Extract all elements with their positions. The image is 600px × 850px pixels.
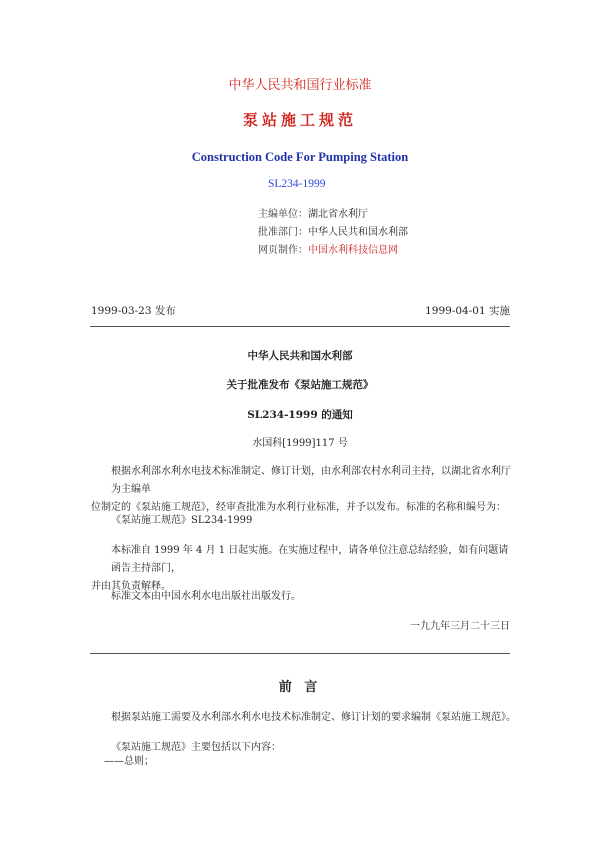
standard-category-title: 中华人民共和国行业标准: [228, 78, 372, 93]
document-title: 泵站施工规范: [242, 111, 357, 129]
document-number: 水国科[1999]117 号: [252, 438, 348, 449]
approver-label: 批准部门：: [258, 227, 308, 238]
paragraph-line: 本标准自 1999 年 4 月 1 日起实施。在实施过程中，请各单位注意总结经验，如有问题请函告主持部门，: [111, 545, 509, 574]
standard-code: SL234-1999: [268, 178, 326, 190]
approval-department: [258, 227, 408, 239]
web-production: [258, 245, 398, 257]
paragraph-line: 位制定的《泵站施工规范》，经审查批准为水利行业标准，并予以发布。标准的名称和编号为：: [91, 502, 506, 513]
effective-date: 1999-04-01 实施: [425, 305, 510, 317]
web-label: 网页制作：: [258, 245, 308, 256]
approver-value: 中华人民共和国水利部: [308, 227, 408, 238]
editor-value: 湖北省水利厅: [308, 209, 368, 220]
editor-label: 主编单位：: [258, 209, 308, 220]
notice-title-line2: SL234-1999 的通知: [247, 409, 353, 421]
english-title: Construction Code For Pumping Station: [191, 150, 409, 164]
notice-paragraph-2: 《泵站施工规范》SL234-1999: [111, 515, 253, 526]
web-producer-link[interactable]: 中国水利科技信息网: [308, 245, 398, 256]
editor-unit: [258, 209, 368, 221]
foreword-list-item: ——总则；: [104, 756, 154, 767]
notice-title-line1: 关于批准发布《泵站施工规范》: [226, 379, 374, 391]
foreword-paragraph-1: 根据泵站施工需要及水利部水利水电技术标准制定、修订计划的要求编制《泵站施工规范》。: [111, 712, 516, 723]
divider: [90, 653, 510, 654]
notice-signature-date: 一九九年三月二十三日: [410, 621, 510, 632]
paragraph-line: 根据水利部水利水电技术标准制定、修订计划，由水利部农村水利司主持，以湖北省水利厅为主编单: [111, 466, 511, 495]
notice-paragraph-1: [91, 463, 511, 517]
publish-date: 1999-03-23 发布: [91, 305, 176, 317]
paragraph-line: 并由其负责解释。: [91, 581, 171, 592]
foreword-title: 前 言: [278, 680, 322, 695]
notice-issuer: 中华人民共和国水利部: [247, 350, 353, 362]
notice-paragraph-4: 标准文本由中国水利水电出版社出版发行。: [111, 591, 301, 602]
foreword-paragraph-2: 《泵站施工规范》主要包括以下内容：: [111, 742, 281, 753]
divider: [90, 326, 510, 327]
